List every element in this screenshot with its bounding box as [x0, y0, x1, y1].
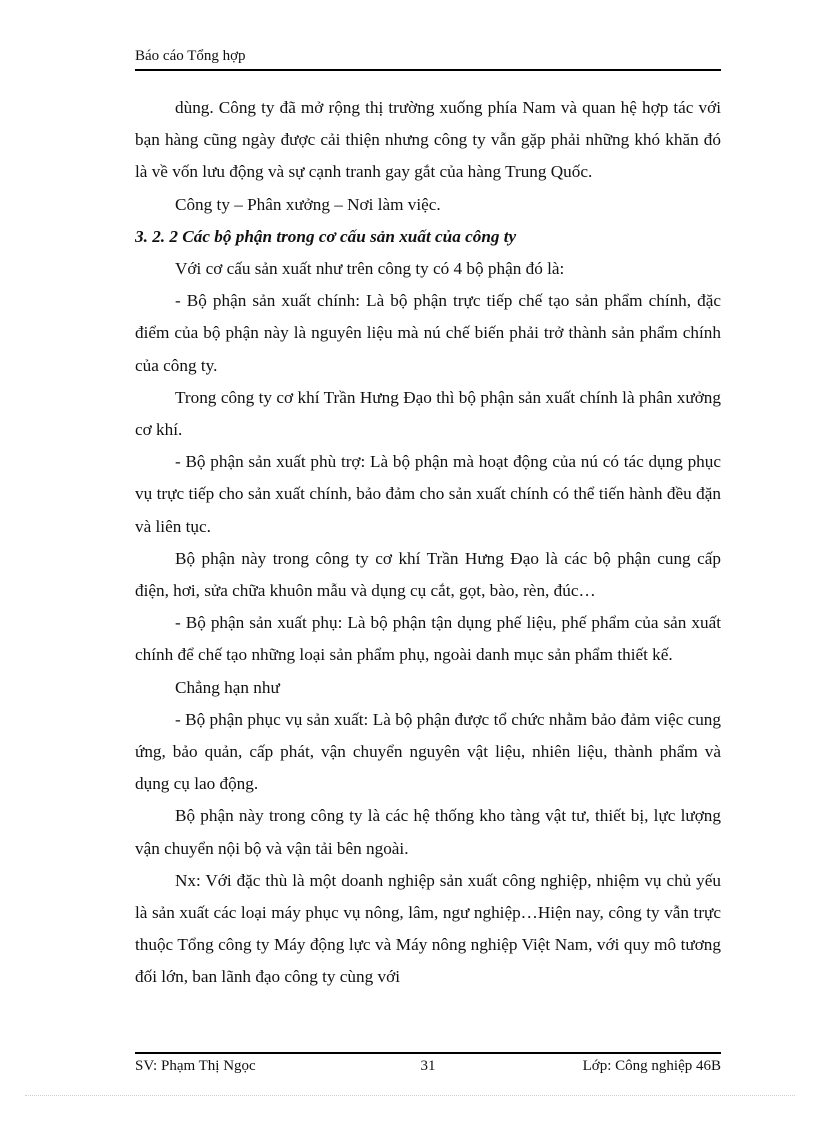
paragraph-main-production: - Bộ phận sản xuất chính: Là bộ phận trực tiếp chế tạo sản phẩm chính, đặc điểm của bộ phận này là nguyên liệu mà nú chế biến phải trở thành sản phẩm chính của công ty. — [135, 291, 721, 375]
paragraph-auxiliary-production: - Bộ phận sản xuất phù trợ: Là bộ phận mà hoạt động của nú có tác dụng phục vụ trực tiếp cho sản xuất chính, bảo đảm cho sản xuất chính có thể tiến hành đều đặn và liên tục. — [135, 452, 721, 536]
paragraph-remark: Nx: Với đặc thù là một doanh nghiệp sản xuất công nghiệp, nhiệm vụ chủ yếu là sản xuất các loại máy phục vụ nông, lâm, ngư nghiệp…Hiện nay, công ty vẫn trực thuộc Tổng công ty Máy động lực và Máy nông nghiệp Việt Nam, với quy mô tương đối lớn, ban lãnh đạo công ty cùng với — [135, 870, 721, 987]
paragraph-service-production-example: Bộ phận này trong công ty là các hệ thống kho tàng vật tư, thiết bị, lực lượng vận chuyển nội bộ và vận tải bên ngoài. — [135, 806, 721, 858]
page-edge-divider — [25, 1095, 795, 1096]
footer-page-number: 31 — [420, 1058, 436, 1074]
footer-student: SV: Phạm Thị Ngọc — [135, 1058, 256, 1074]
paragraph-service-production: - Bộ phận phục vụ sản xuất: Là bộ phận được tổ chức nhằm bảo đảm việc cung ứng, bảo quản, cấp phát, vận chuyển nguyên vật liệu, nhiên liệu, thành phẩm và dụng cụ lao động. — [135, 709, 721, 794]
paragraph-continuation: dùng. Công ty đã mở rộng thị trường xuống phía Nam và quan hệ hợp tác với bạn hàng cũng ngày được cải thiện nhưng công ty vẫn gặp phải những khó khăn đó là về vốn lưu động và sự cạnh tranh gay gắt của hàng Trung Quốc. — [135, 98, 721, 182]
paragraph-auxiliary-production-example: Bộ phận này trong công ty cơ khí Trần Hưng Đạo là các bộ phận cung cấp điện, hơi, sửa chữa khuôn mẫu và dụng cụ cắt, gọt, bào, rèn, đúc… — [135, 548, 721, 601]
paragraph-structure: Công ty – Phân xưởng – Nơi làm việc. — [175, 194, 441, 214]
section-heading: 3. 2. 2 Các bộ phận trong cơ cấu sản xuất của công ty — [135, 226, 517, 246]
page-body — [135, 92, 721, 994]
header-title: Báo cáo Tổng hợp — [135, 48, 246, 64]
paragraph-example-label: Chẳng hạn như — [175, 677, 280, 697]
paragraph-main-production-example: Trong công ty cơ khí Trần Hưng Đạo thì bộ phận sản xuất chính là phân xưởng cơ khí. — [135, 387, 721, 440]
paragraph-intro: Với cơ cấu sản xuất như trên công ty có 4 bộ phận đó là: — [175, 259, 565, 279]
page-footer — [135, 1052, 721, 1077]
page-header — [135, 48, 721, 71]
footer-class: Lớp: Công nghiệp 46B — [582, 1058, 721, 1074]
paragraph-secondary-production: - Bộ phận sản xuất phụ: Là bộ phận tận dụng phế liệu, phế phẩm của sản xuất chính để chế tạo những loại sản phẩm phụ, ngoài danh mục sản phẩm thiết kế. — [135, 613, 721, 665]
